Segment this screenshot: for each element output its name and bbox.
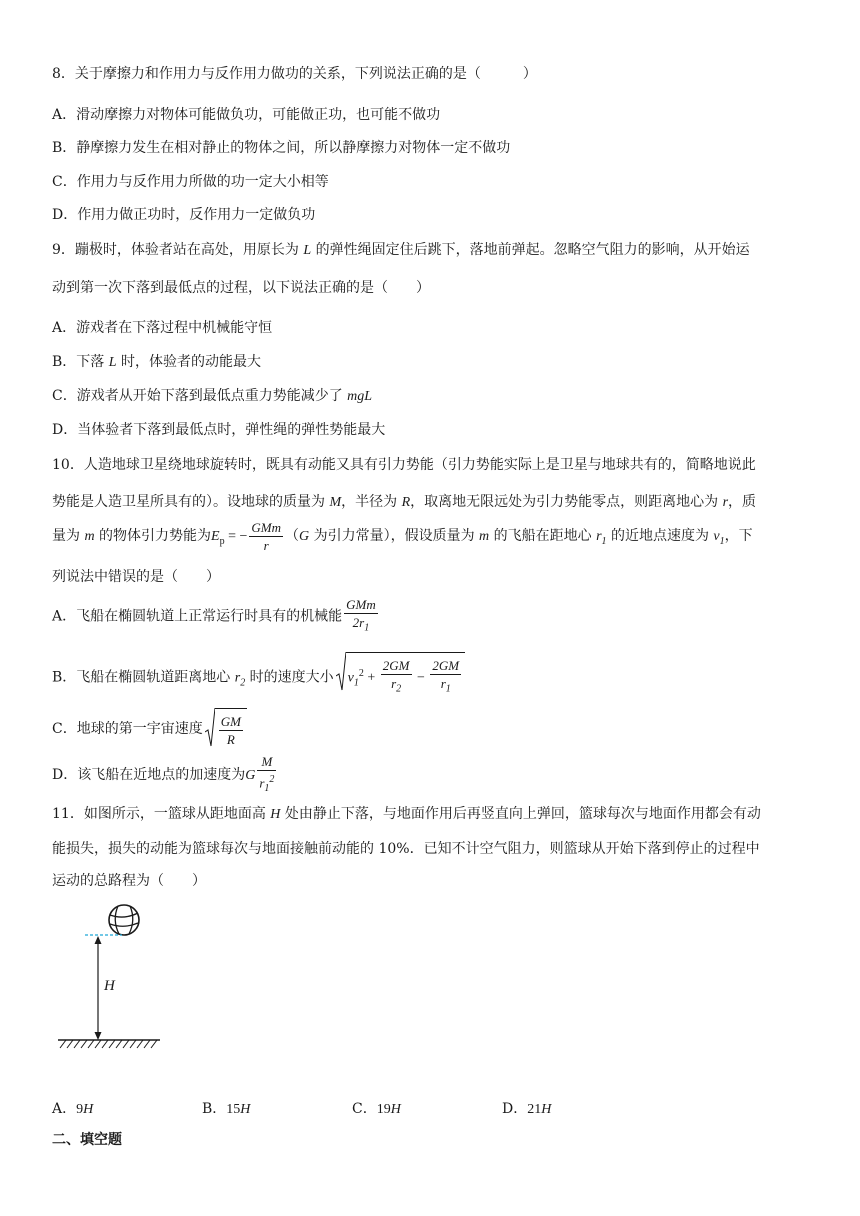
q8-option-a: A．滑动摩擦力对物体可能做负功，可能做正功，也可能不做功 (52, 107, 441, 123)
q10-option-d: D．该飞船在近地点的加速度为G $\frac{M}{r_1^2}$ (52, 754, 275, 794)
sqrt-expression: $v_1^2$ + $\frac{2GM}{r_2}$ − $\frac{2GM}{r_1}$ (336, 652, 465, 703)
q8-option-c: C．作用力与反作用力所做的功一定大小相等 (52, 174, 329, 190)
q10-option-b: B．飞船在椭圆轨道距离地心 $r_2$ 时的速度大小 $v_1^2$ + $\frac{2GM}{r_2}$ − $\frac{2GM}{r_1}$ (52, 652, 465, 704)
q11-option-b: B．15H (202, 1101, 251, 1117)
q11-stem-line3: 运动的总路程为（ ） (52, 873, 206, 889)
q10-option-c: C．地球的第一宇宙速度 $\frac{GM}{R}$ (52, 708, 247, 750)
q8-stem: 8．关于摩擦力和作用力与反作用力做功的关系，下列说法正确的是（ ） (52, 66, 537, 82)
q11-option-d: D．21H (502, 1101, 552, 1117)
arrow-down-icon (95, 1032, 102, 1040)
section-title: 二、填空题 (52, 1132, 122, 1148)
q9-option-b: B．下落 L 时，体验者的动能最大 (52, 354, 261, 370)
q11-option-a: A．9H (52, 1101, 94, 1117)
ep-fraction: $\frac{\text{GMm}}{r}$ (251, 519, 281, 553)
q9-stem-line1: 9．蹦极时，体验者站在高处，用原长为 L 的弹性绳固定住后跳下，落地前弹起。忽略空气阻力的影响，从开始运 (52, 242, 750, 258)
q11-stem-line2: 能损失，损失的动能为篮球每次与地面接触前动能的 10%．已知不计空气阻力，则篮球从开始下落到停止的过程中 (52, 841, 760, 857)
q9-option-a: A．游戏者在下落过程中机械能守恒 (52, 320, 273, 336)
height-label: H (104, 978, 115, 994)
ep-symbol: E (211, 529, 220, 544)
q9-option-d: D．当体验者下落到最低点时，弹性绳的弹性势能最大 (52, 422, 386, 438)
q8-option-d: D．作用力做正功时，反作用力一定做负功 (52, 207, 316, 223)
q10-stem-line4: 列说法中错误的是（ ） (52, 569, 220, 585)
q8-option-b: B．静摩擦力发生在相对静止的物体之间，所以静摩擦力对物体一定不做功 (52, 140, 511, 156)
q10-stem-line3: 量为 m 的物体引力势能为$E_p$ = − $\frac{\text{GMm}}{r}$ （G 为引力常量），假设质量为 m 的飞船在距地心 $r_1$ 的近地点速度为 $v_1$，下 (52, 519, 753, 553)
basketball-icon (109, 905, 139, 935)
q9-option-c: C．游戏者从开始下落到最低点重力势能减少了 mgL (52, 388, 373, 404)
q11-stem-line1: 11．如图所示，一篮球从距地面高 H 处由静止下落，与地面作用后再竖直向上弹回，篮球每次与地面作用都会有动 (52, 806, 761, 822)
q10-option-a: A．飞船在椭圆轨道上正常运行时具有的机械能 $\frac{\text{GMm}}{2r_1}$ (52, 597, 376, 634)
q11-option-c: C．19H (352, 1101, 401, 1117)
basketball-drop-figure (50, 898, 170, 1050)
arrow-up-icon (95, 936, 102, 944)
q10-stem-line1: 10．人造地球卫星绕地球旋转时，既具有动能又具有引力势能（引力势能实际上是卫星与地球共有的，简略地说此 (52, 457, 756, 473)
section-heading (52, 1130, 122, 1150)
q9-stem-line2: 动到第一次下落到最低点的过程，以下说法正确的是（ ） (52, 280, 430, 296)
q10-stem-line2: 势能是人造卫星所具有的）。设地球的质量为 M，半径为 R，取离地无限远处为引力势能零点，则距离地心为 r，质 (52, 494, 757, 510)
